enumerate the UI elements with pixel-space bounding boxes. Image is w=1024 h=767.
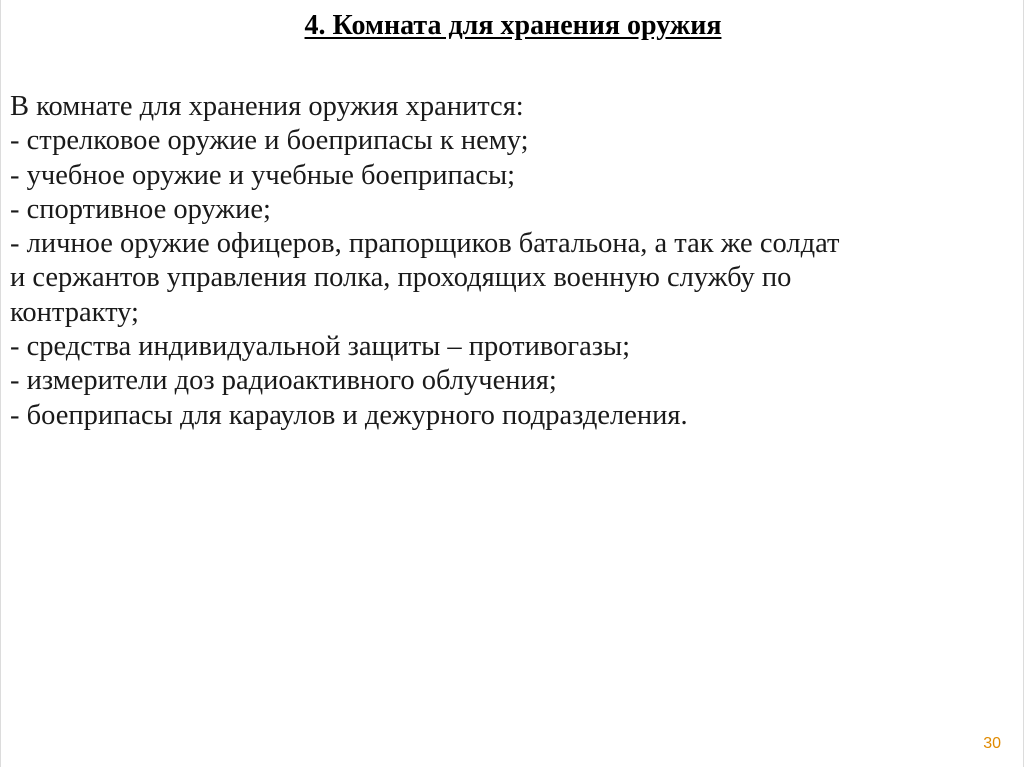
list-item-training-weapons: - учебное оружие и учебные боеприпасы; [10,159,516,191]
body-text [10,90,1015,433]
list-item-personal-weapons: - личное оружие офицеров, прапорщиков батальона, а так же солдат [10,228,840,260]
list-item-small-arms: - стрелковое оружие и боеприпасы к нему; [10,125,529,157]
slide-title: 4. Комната для хранения оружия [304,10,722,41]
intro-line: В комнате для хранения оружия хранится: [10,91,524,122]
list-item-guard-ammunition: - боеприпасы для караулов и дежурного подразделения. [10,399,688,431]
list-item-personal-weapons-cont-2: контракту; [10,296,139,328]
page-number: 30 [983,735,1001,752]
list-item-gas-masks: - средства индивидуальной защиты – противогазы; [10,331,631,363]
list-item-sport-weapons: - спортивное оружие; [10,193,271,225]
list-item-dosimeters: - измерители доз радиоактивного облучения; [10,365,557,397]
list-item-personal-weapons-cont-1: и сержантов управления полка, проходящих военную службу по [10,262,792,294]
